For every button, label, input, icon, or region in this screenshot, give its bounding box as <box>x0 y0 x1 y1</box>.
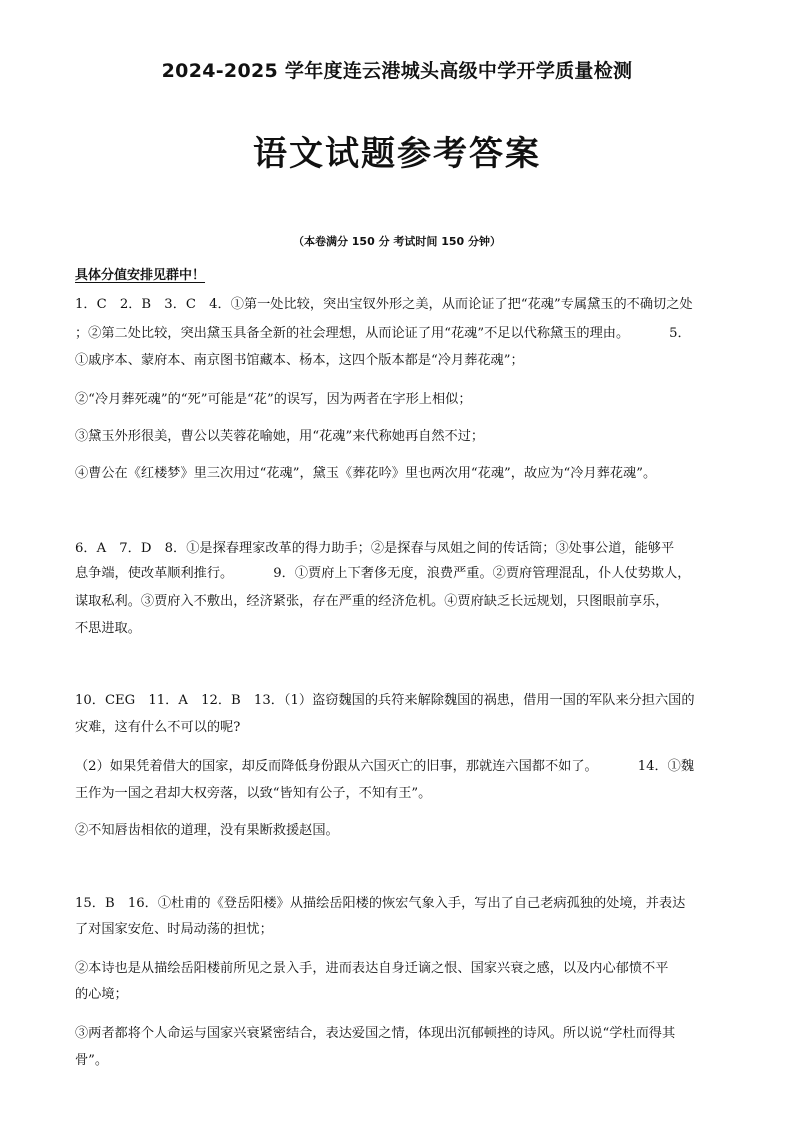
answer-text: 14．①魏 <box>637 759 695 774</box>
answer-line: ①戚序本、蒙府本、南京图书馆藏本、杨本，这四个版本都是“冷月葬花魂”； <box>75 353 524 368</box>
answer-text: 息争端，使改革顺利推行。 <box>75 566 234 581</box>
answer-line: ②“冷月葬死魂”的“死”可能是“花”的误写，因为两者在字形上相似； <box>75 392 472 407</box>
answer-line: 谋取私利。③贾府入不敷出，经济紧张，存在严重的经济危机。④贾府缺乏长远规划，只图眼前享乐， <box>75 594 669 609</box>
answer-line: 1．C 2．B 3．C 4．①第一处比较，突出宝钗外形之美，从而论证了把“花魂”专属黛玉的不确切之处 <box>75 297 693 312</box>
exam-title: 2024-2025 学年度连云港城头高级中学开学质量检测 <box>161 60 633 82</box>
score-note: 具体分值安排见群中！ <box>75 268 206 283</box>
answer-line: ③两者都将个人命运与国家兴衰紧密结合，表达爱国之情，体现出沉郁顿挫的诗风。所以说“学杜而得其 <box>75 1026 676 1041</box>
answer-line: ②不知唇齿相依的道理，没有果断救援赵国。 <box>75 823 339 838</box>
question-number: 5． <box>669 326 691 341</box>
answer-line: 不思进取。 <box>75 621 141 636</box>
answer-line: 了对国家安危、时局动荡的担忧； <box>75 922 273 937</box>
exam-note: （本卷满分 150 分 考试时间 150 分钟） <box>292 235 502 248</box>
answer-line: 10．CEG 11．A 12．B 13．（1）盗窃魏国的兵符来解除魏国的祸患，借用一国的军队来分担六国的 <box>75 693 695 708</box>
answer-line <box>75 758 725 776</box>
answer-line: 灾难，这有什么不可以的呢? <box>75 720 241 735</box>
answer-line <box>75 565 725 583</box>
answer-line: ②本诗也是从描绘岳阳楼前所见之景入手，进而表达自身迁谪之恨、国家兴衰之感，以及内心郁愤不平 <box>75 961 669 976</box>
answer-line: ③黛玉外形很美，曹公以芙蓉花喻她，用“花魂”来代称她再自然不过； <box>75 429 485 444</box>
answer-line: 的心境； <box>75 987 128 1002</box>
answer-line: 6．A 7．D 8．①是探春理家改革的得力助手；②是探春与凤姐之间的传话筒；③处事公道，能够平 <box>75 541 675 556</box>
document-title: 语文试题参考答案 <box>253 134 541 174</box>
answer-line <box>75 325 725 343</box>
answer-line: 王作为一国之君却大权旁落，以致“皆知有公子，不知有王”。 <box>75 786 432 801</box>
answer-text: （2）如果凭着借大的国家，却反而降低身份跟从六国灭亡的旧事，那就连六国都不如了。 <box>75 759 598 774</box>
answer-line: ④曹公在《红楼梦》里三次用过“花魂”，黛玉《葬花吟》里也两次用“花魂”，故应为“冷月葬花魂”。 <box>75 466 657 481</box>
answer-line: 15．B 16．①杜甫的《登岳阳楼》从描绘岳阳楼的恢宏气象入手，写出了自己老病孤独的处境，并表达 <box>75 896 686 911</box>
answer-line: 骨”。 <box>75 1053 109 1068</box>
answer-text: ；②第二处比较，突出黛玉具备全新的社会理想，从而论证了用“花魂”不足以代称黛玉的理由。 <box>75 326 630 341</box>
answer-text: 9．①贾府上下奢侈无度，浪费严重。②贾府管理混乱，仆人仗势欺人， <box>273 566 691 581</box>
